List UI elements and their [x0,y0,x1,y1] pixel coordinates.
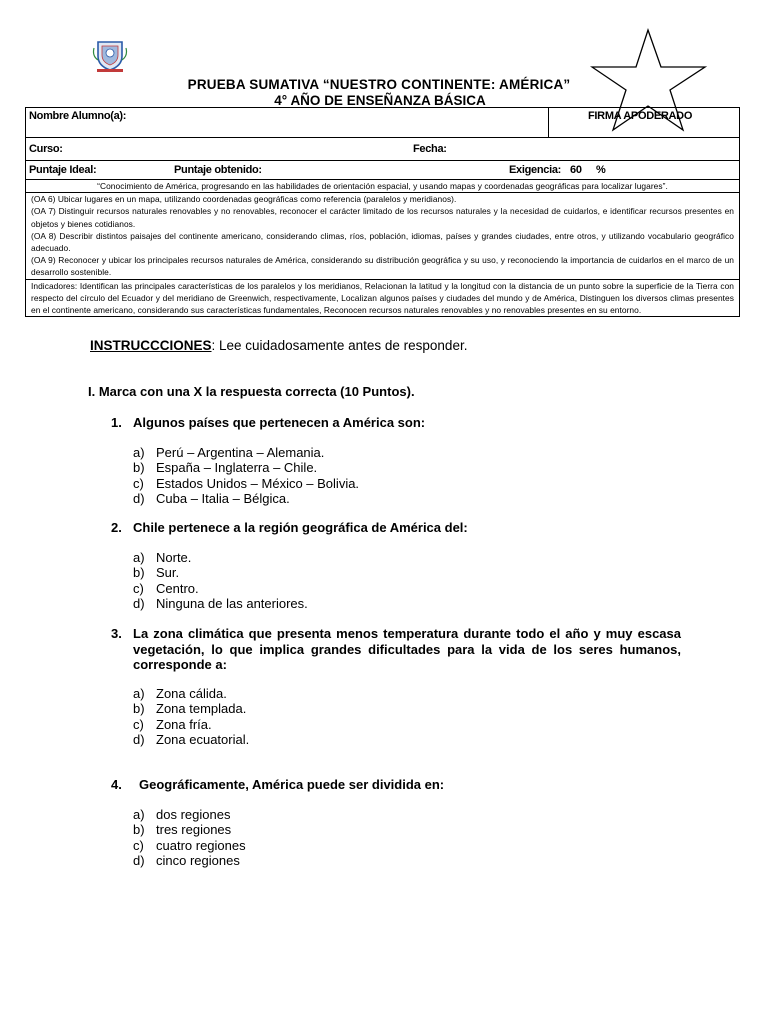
oa-8: (OA 8) Describir distintos paisajes del continente americano, considerando climas, ríos, población, idiomas, países y grandes ciudades, entre otros, y utilizando vocabulario geográfico adecuado. [31,230,734,254]
course-label: Curso: [29,143,63,155]
option-letter: d) [133,731,145,747]
option-letter: a) [133,445,145,460]
date-label: Fecha: [413,143,447,155]
ideal-score-label: Puntaje Ideal: [29,164,97,176]
option-4d[interactable] [133,853,246,868]
question-text: Algunos países que pertenecen a América son: [133,415,426,430]
option-letter: a) [133,807,145,822]
option-3a[interactable] [133,686,249,701]
student-info-table [25,107,740,317]
option-2a[interactable] [133,550,308,565]
question-number: 2. [111,520,122,535]
option-1c[interactable] [133,476,359,491]
option-1b[interactable] [133,460,359,475]
option-text: Zona fría. [156,716,212,732]
oa-9: (OA 9) Reconocer y ubicar los principales recursos naturales de América, considerando su distribución geográfica y su uso, y reconociendo la importancia de cuidarlos en el marco de un desarrollo sostenible. [31,255,734,278]
guardian-signature-label: FIRMA APODERADO [588,110,693,122]
option-letter: b) [133,565,145,581]
option-4c[interactable] [133,838,246,853]
score-row [26,161,739,180]
instructions-label: INSTRUCCCIONES [90,338,212,353]
option-letter: d) [133,595,145,611]
question-3 [111,626,681,673]
question-text: Chile pertenece a la región geográfica de América del: [133,520,468,535]
option-letter: c) [133,580,144,596]
indicators-row [26,280,739,317]
option-text: tres regiones [156,822,232,838]
requirement-unit: % [596,164,606,176]
option-text: Zona ecuatorial. [156,731,250,747]
question-1 [111,415,681,431]
option-text: Zona cálida. [156,686,227,701]
option-letter: b) [133,822,145,838]
option-1d[interactable] [133,491,359,506]
instructions-text: : Lee cuidadosamente antes de responder. [211,338,468,353]
question-2-options [133,550,308,611]
option-2d[interactable] [133,596,308,611]
option-letter: b) [133,701,145,717]
requirement-value: 60 [570,164,582,176]
question-1-options [133,445,359,506]
option-text: Sur. [156,565,180,581]
objective-text: “Conocimiento de América, progresando en las habilidades de orientación espacial, y usando mapas y coordenadas geográficas para localizar lugares”. [97,181,668,191]
oa-7: (OA 7) Distinguir recursos naturales renovables y no renovables, reconocer el carácter limitado de los recursos naturales y la necesidad de cuidarlos, e identificar recursos presentes en objetos y bienes cotidianos. [31,206,734,229]
option-letter: a) [133,686,145,701]
option-text: Centro. [156,580,199,596]
question-text: Geográficamente, América puede ser dividida en: [139,777,445,792]
question-4 [111,777,681,793]
requirement-label: Exigencia: [509,164,562,176]
option-text: Ninguna de las anteriores. [156,595,308,611]
question-2 [111,520,681,536]
option-text: Zona templada. [156,701,247,717]
option-1a[interactable] [133,445,359,460]
option-text: cinco regiones [156,852,240,868]
option-text: Estados Unidos – México – Bolivia. [156,475,360,491]
obtained-score-label: Puntaje obtenido: [174,164,262,176]
option-text: dos regiones [156,807,231,822]
question-number: 1. [111,415,122,430]
question-text: La zona climática que presenta menos temperatura durante todo el año y muy escasa vegetación, lo que implica grandes dificultades para la vida de los seres humanos, corresponde a: [133,626,681,672]
option-2b[interactable] [133,565,308,580]
option-letter: a) [133,550,145,565]
option-3d[interactable] [133,732,249,747]
option-text: Cuba – Italia – Bélgica. [156,490,290,506]
option-text: Perú – Argentina – Alemania. [156,445,325,460]
option-letter: c) [133,716,144,732]
oa-6: (OA 6) Ubicar lugares en un mapa, utilizando coordenadas geográficas como referencia (paralelos y meridianos). [31,194,457,205]
option-letter: d) [133,490,145,506]
option-2c[interactable] [133,581,308,596]
document-title: PRUEBA SUMATIVA “NUESTRO CONTINENTE: AMÉRICA” [187,77,571,92]
option-letter: d) [133,852,145,868]
option-4a[interactable] [133,807,246,822]
student-name-label: Nombre Alumno(a): [29,110,127,122]
document-subtitle: 4° AÑO DE ENSEÑANZA BÁSICA [274,93,486,108]
school-logo [90,38,130,74]
learning-objectives-row [26,193,739,279]
question-number: 4. [111,777,122,792]
question-3-options [133,686,249,747]
instructions [90,338,467,353]
objective-row [26,180,739,193]
option-3c[interactable] [133,717,249,732]
option-text: cuatro regiones [156,837,246,853]
section-heading: I. Marca con una X la respuesta correcta (10 Puntos). [88,384,415,399]
option-text: Norte. [156,550,192,565]
option-letter: c) [133,837,144,853]
question-4-options [133,807,246,868]
option-4b[interactable] [133,822,246,837]
option-letter: b) [133,460,145,476]
name-row [26,108,739,138]
question-number: 3. [111,626,122,641]
indicators-text: Indicadores: Identifican las principales características de los paralelos y los meridianos, Relacionan la latitud y la longitud con la distancia de un punto sobre la superficie de la Tierra con respecto del círculo del Ecuador y del meridiano de Greenwich, respectivamente, Localizan algunos países y ciudades del mundo y de América, Distinguen los diversos climas presentes en el continente americano, considerando sus características fundamentales, Reconocen recursos naturales renovables y no renovables presentes en su entorno. [31,280,734,316]
course-row [26,138,739,161]
option-text: España – Inglaterra – Chile. [156,460,318,476]
option-letter: c) [133,475,144,491]
option-3b[interactable] [133,701,249,716]
